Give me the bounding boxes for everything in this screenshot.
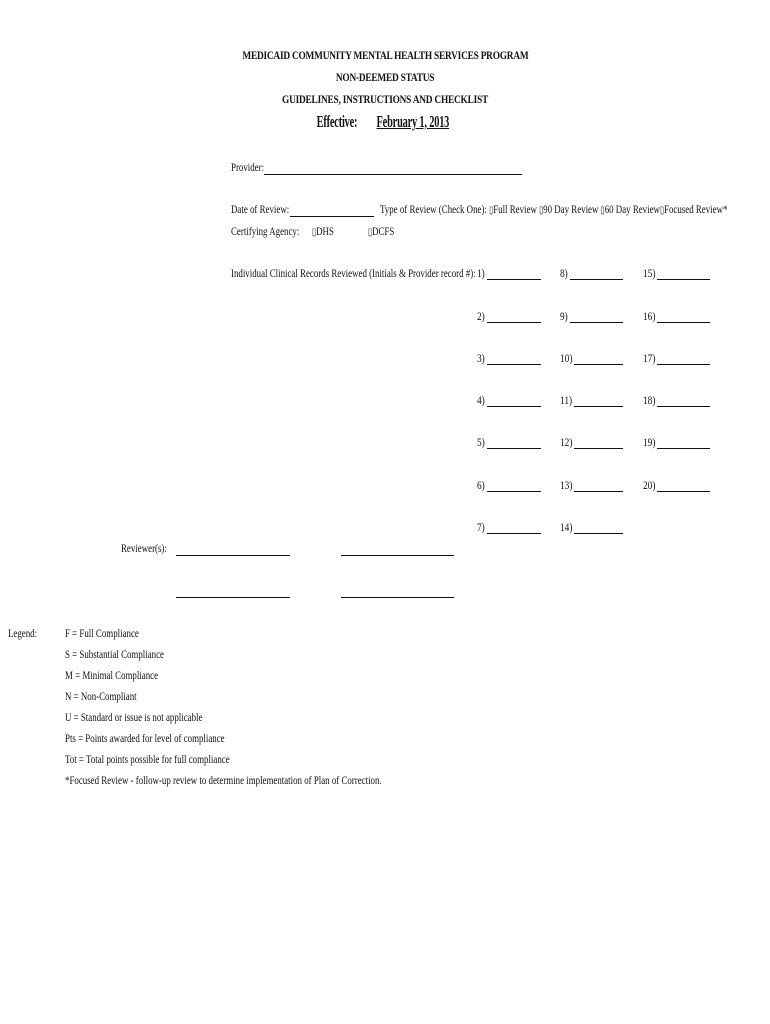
record-17: 17) — [643, 351, 656, 365]
provider-label: Provider: — [231, 160, 265, 174]
record-1-field[interactable] — [487, 279, 541, 280]
checkbox-60-day-review[interactable]: ▯ — [600, 205, 605, 216]
record-9-field[interactable] — [570, 322, 623, 323]
record-18: 18) — [643, 393, 656, 407]
legend-item: U = Standard or issue is not applicable — [65, 710, 203, 724]
records-reviewed-label: Individual Clinical Records Reviewed (Initials & Provider record #): — [231, 266, 476, 280]
record-18-field[interactable] — [657, 406, 710, 407]
legend-item: M = Minimal Compliance — [65, 668, 159, 682]
option-focused-review: Focused Review* — [664, 202, 728, 216]
legend-label: Legend: — [8, 626, 38, 640]
record-11: 11) — [560, 393, 573, 407]
date-of-review-label: Date of Review: — [231, 202, 290, 216]
record-15: 15) — [643, 266, 656, 280]
record-20: 20) — [643, 478, 656, 492]
record-2-field[interactable] — [487, 322, 541, 323]
record-7: 7) — [477, 520, 485, 534]
record-5: 5) — [477, 435, 485, 449]
record-9: 9) — [560, 309, 568, 323]
effective-date-line — [0, 112, 770, 132]
checkbox-dhs[interactable]: ▯ — [312, 227, 317, 238]
effective-date: February 1, 2013 — [376, 112, 449, 131]
agency-dcfs — [368, 224, 404, 239]
record-17-field[interactable] — [657, 364, 710, 365]
record-10: 10) — [560, 351, 573, 365]
legend-item: N = Non-Compliant — [65, 689, 137, 703]
checkbox-90-day-review[interactable]: ▯ — [539, 205, 544, 216]
reviewer-2-field[interactable] — [341, 555, 454, 556]
legend-item: F = Full Compliance — [65, 626, 139, 640]
option-90-day-review: 90 Day Review — [543, 202, 599, 216]
reviewer-1-field[interactable] — [176, 555, 290, 556]
record-15-field[interactable] — [657, 279, 710, 280]
record-19: 19) — [643, 435, 656, 449]
certifying-agency-label: Certifying Agency: — [231, 224, 300, 238]
record-4-field[interactable] — [487, 406, 541, 407]
option-60-day-review: 60 Day Review — [604, 202, 660, 216]
record-6: 6) — [477, 478, 485, 492]
record-20-field[interactable] — [657, 491, 710, 492]
reviewer-3-field[interactable] — [176, 597, 290, 598]
record-13-field[interactable] — [574, 491, 623, 492]
checkbox-full-review[interactable]: ▯ — [489, 205, 494, 216]
record-12: 12) — [560, 435, 573, 449]
record-8: 8) — [560, 266, 568, 280]
record-8-field[interactable] — [570, 279, 623, 280]
legend-item: S = Substantial Compliance — [65, 647, 164, 661]
record-12-field[interactable] — [574, 448, 623, 449]
record-1: 1) — [477, 266, 485, 280]
record-5-field[interactable] — [487, 448, 541, 449]
record-16-field[interactable] — [657, 322, 710, 323]
record-14: 14) — [560, 520, 573, 534]
record-13: 13) — [560, 478, 573, 492]
record-7-field[interactable] — [487, 533, 541, 534]
reviewer-4-field[interactable] — [341, 597, 454, 598]
record-14-field[interactable] — [574, 533, 623, 534]
type-of-review-row — [380, 202, 770, 217]
date-of-review-field[interactable] — [290, 216, 374, 217]
agency-dhs-label: DHS — [316, 224, 334, 238]
status-title: NON-DEEMED STATUS — [335, 70, 435, 84]
option-full-review: Full Review — [493, 202, 537, 216]
record-16: 16) — [643, 309, 656, 323]
record-10-field[interactable] — [574, 364, 623, 365]
legend-item: Pts = Points awarded for level of compliance — [65, 731, 225, 745]
guidelines-title: GUIDELINES, INSTRUCTIONS AND CHECKLIST — [282, 92, 488, 106]
program-title: MEDICAID COMMUNITY MENTAL HEALTH SERVICES PROGRAM — [241, 48, 529, 62]
reviewers-label: Reviewer(s): — [121, 541, 167, 555]
checkbox-focused-review[interactable]: ▯ — [659, 205, 665, 216]
legend-item: Tot = Total points possible for full compliance — [65, 752, 230, 766]
type-of-review-label: Type of Review (Check One): — [380, 202, 487, 216]
record-6-field[interactable] — [487, 491, 541, 492]
agency-dcfs-label: DCFS — [372, 224, 395, 238]
provider-field[interactable] — [264, 174, 522, 175]
record-2: 2) — [477, 309, 485, 323]
record-11-field[interactable] — [574, 406, 623, 407]
checkbox-dcfs[interactable]: ▯ — [368, 227, 373, 238]
record-4: 4) — [477, 393, 485, 407]
record-3: 3) — [477, 351, 485, 365]
effective-label: Effective: — [316, 112, 358, 131]
record-19-field[interactable] — [657, 448, 710, 449]
record-3-field[interactable] — [487, 364, 541, 365]
agency-dhs — [312, 224, 342, 239]
legend-item: *Focused Review - follow-up review to determine implementation of Plan of Correction. — [65, 773, 382, 787]
